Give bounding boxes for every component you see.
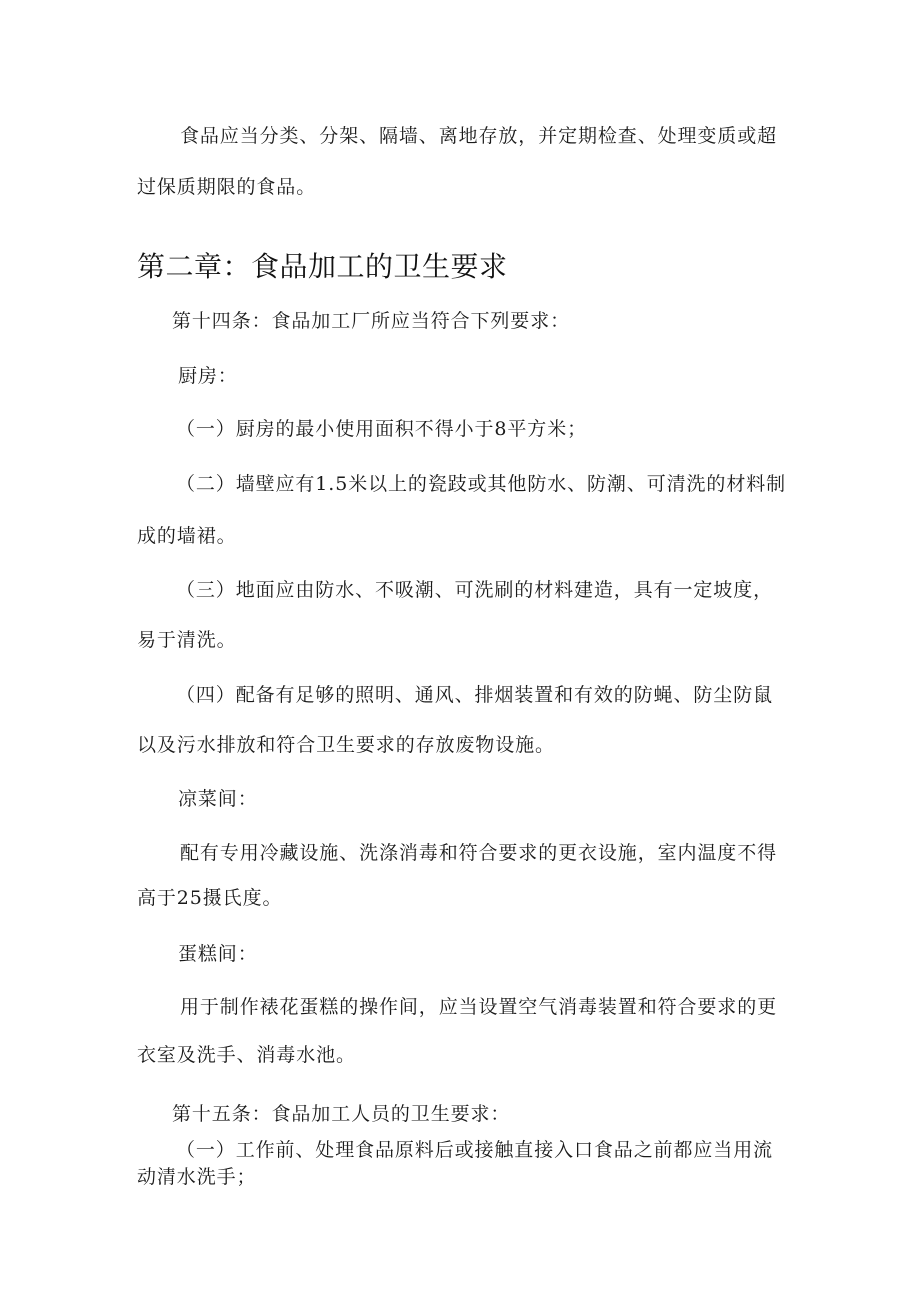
kitchen-item-4-line-2: 以及污水排放和符合卫生要求的存放废物设施。	[137, 734, 555, 756]
cake-line-1: 用于制作裱花蛋糕的操作间，应当设置空气消毒装置和符合要求的更	[180, 996, 778, 1018]
kitchen-item-3-line-1: （三）地面应由防水、不吸潮、可洗刷的材料建造，具有一定坡度，	[176, 579, 774, 601]
kitchen-item-2-line-2: 成的墙裙。	[137, 525, 237, 547]
kitchen-item-3-line-2: 易于清洗。	[137, 629, 237, 651]
intro-line-2: 过保质期限的食品。	[137, 176, 317, 198]
cold-dish-line-1: 配有专用冷藏设施、洗涤消毒和符合要求的更衣设施，室内温度不得	[180, 842, 778, 864]
cold-dish-label: 凉菜间：	[178, 788, 258, 810]
article-15-item-1-line-1: （一）工作前、处理食品原料后或接触直接入口食品之前都应当用流	[176, 1139, 774, 1161]
kitchen-item-1: （一）厨房的最小使用面积不得小于8平方米；	[176, 418, 587, 440]
article-15-title: 第十五条：食品加工人员的卫生要求：	[172, 1103, 511, 1125]
cold-dish-line-2: 高于25摄氏度。	[137, 887, 283, 909]
kitchen-item-4-line-1: （四）配备有足够的照明、通风、排烟装置和有效的防蝇、防尘防鼠	[176, 684, 774, 706]
kitchen-label: 厨房：	[178, 365, 238, 387]
intro-line-1: 食品应当分类、分架、隔墙、离地存放，并定期检查、处理变质或超	[180, 125, 778, 147]
chapter-title: 第二章：食品加工的卫生要求	[137, 250, 508, 283]
article-14-title: 第十四条：食品加工厂所应当符合下列要求：	[172, 310, 571, 332]
article-15-item-1-line-2: 动清水洗手；	[137, 1166, 257, 1188]
kitchen-item-2-line-1: （二）墙壁应有1.5米以上的瓷跂或其他防水、防潮、可清洗的材料制	[176, 473, 787, 495]
cake-label: 蛋糕间：	[178, 943, 258, 965]
cake-line-2: 衣室及洗手、消毒水池。	[137, 1044, 356, 1066]
